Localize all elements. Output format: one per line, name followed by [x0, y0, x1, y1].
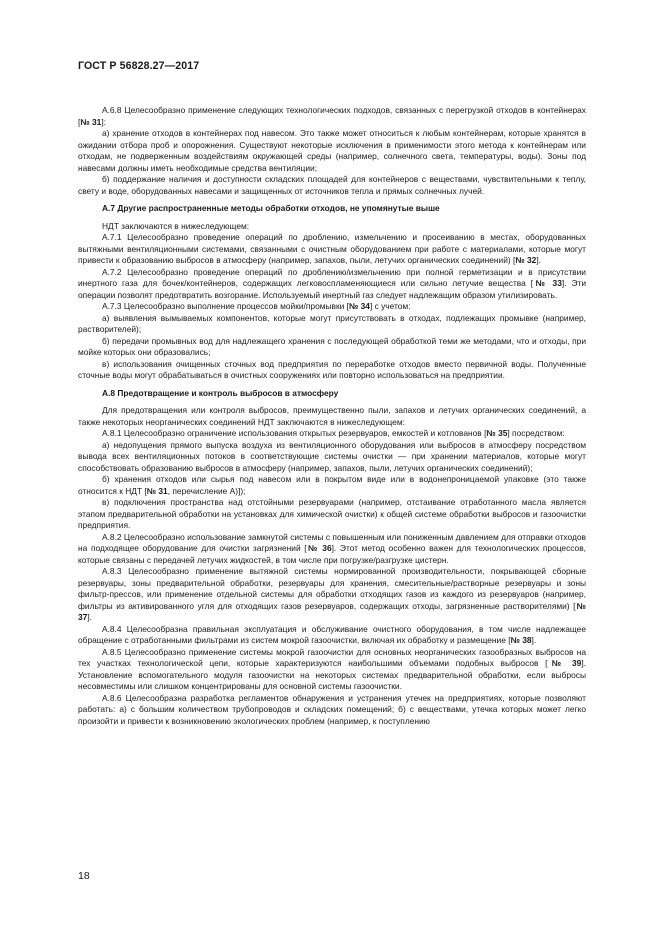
- section-heading: А.7 Другие распространенные методы обработки отходов, не упомянутые выше: [102, 203, 440, 213]
- paragraph: А.8.4 Целесообразна правильная эксплуатация и обслуживание очистного оборудования, в том числе надлежащее обращение с отработанными фильтрами из систем мокрой газоочистки, включая их обработку и размещение [№ 38].: [78, 623, 586, 645]
- paragraph: в) использования очищенных сточных вод предприятия по переработке отходов вместо первичной воды. Полученные сточные воды могут обрабатываться в очистных сооружениях или повторно использоваться на предприятии.: [78, 358, 586, 380]
- paragraph: А.7.3 Целесообразно выполнение процессов мойки/промывки [№ 34] с учетом:: [102, 301, 411, 311]
- paragraph: А.8.3 Целесообразно применение вытяжной системы нормированной производительности, покрывающей сборные резервуары, зоны предварительной обработки, резервуары для хранения, смесительные/растворные резервуары и зоны фильтр-прессов, или применение отдельной системы для обработки отходящих газов из каждого из резервуаров (например, фильтры из активированного угля для отходящих газов резервуаров, содержащих отходы, загрязненные растворителями) [№ 37].: [78, 566, 586, 622]
- paragraph: а) хранение отходов в контейнерах под навесом. Это также может относиться к любым контейнерам, которые хранятся в ожидании отбора проб и опорожнения. Существуют некоторые исключения в применимости этого метода к контейнерам или отходам, не подверженным воздействиям окружающей среды (например, солнечного света, температуры, воды). Зоны под навесами должны иметь необходимые средства вентиляции;: [78, 128, 586, 173]
- paragraph: б) поддержание наличия и доступности складских площадей для контейнеров с веществами, чувствительными к теплу, свету и воде, оборудованных навесами и защищенных от источников тепла и прямых солнечных лучей.: [78, 174, 586, 196]
- paragraph: б) хранения отходов или сырья под навесом или в покрытом виде или в водонепроницаемой упаковке (это также относится к НДТ [№ 31, перечисление А)]);: [78, 474, 586, 496]
- document-body: [78, 105, 586, 727]
- paragraph: а) выявления вымываемых компонентов, которые могут присутствовать в отходах, подлежащих промывке (например, растворителей);: [78, 312, 586, 334]
- paragraph: А.8.6 Целесообразна разработка регламентов обнаружения и устранения утечек на предприятиях, которые позволяют работать: а) с большим количеством трубопроводов и складских помещений; б) с веществами, утечка которых может легко произойти и привести к возникновению экологических проблем (например, к поступлению: [78, 692, 586, 726]
- paragraph: А.7.1 Целесообразно проведение операций по дроблению, измельчению и просеиванию в местах, оборудованных вытяжными вентиляционными системами, связанными с очистным оборудованием при работе с материалами, которые могут привести к образованию выбросов в атмосферу (например, запахов, пыли, летучих органических соединений) [№ 32].: [78, 232, 586, 265]
- paragraph: А.8.2 Целесообразно использование замкнутой системы с повышенным или пониженным давлением для отправки отходов на подходящее оборудование для очистки загрязнений [№ 36]. Этот метод особенно важен для технологических процессов, которые связаны с передачей летучих жидкостей, в том числе при погрузке/разгрузке цистерн.: [78, 531, 586, 565]
- paragraph: Для предотвращения или контроля выбросов, преимущественно пыли, запахов и летучих органических соединений, а также некоторых неорганических соединений НДТ заключаются в нижеследующем:: [78, 405, 586, 427]
- paragraph: А.8.5 Целесообразно применение системы мокрой газоочистки для основных неорганических газообразных выбросов на тех участках технологической цепи, которые характеризуются наибольшими объемами подобных выбросов [№ 39]. Установление вспомогательного модуля газоочистки на некоторых системах предварительной обработки, если выбросы несовместимы или слишком концентрированы для основной системы газоочистки.: [78, 646, 586, 691]
- page-number: 18: [78, 870, 90, 882]
- document-header: ГОСТ Р 56828.27—2017: [78, 60, 200, 72]
- paragraph: А.6.8 Целесообразно применение следующих технологических подходов, связанных с перегрузкой отходов в контейнерах [№ 31]:: [78, 105, 586, 127]
- section-heading: А.8 Предотвращение и контроль выбросов в атмосферу: [102, 387, 339, 398]
- paragraph: а) недопущения прямого выпуска воздуха из вентиляционного оборудования или выбросов в атмосферу посредством вывода всех вентиляционных потоков в соответствующие системы очистки — при хранении материалов, которые могут способствовать образованию выбросов в атмосферу (например, запахов, пыли, летучих органических соединений);: [78, 439, 586, 473]
- paragraph: б) передачи промывных вод для надлежащего хранения с последующей обработкой теми же методами, что и отходы, при мойке которых они образовались;: [78, 335, 586, 357]
- paragraph: А.8.1 Целесообразно ограничение использования открытых резервуаров, емкостей и котлованов [№ 35] посредством:: [102, 428, 565, 438]
- paragraph: НДТ заключаются в нижеследующем:: [102, 220, 250, 231]
- paragraph: в) подключения пространства над отстойными резервуарами (например, отстаивание отработанного масла является этапом предварительной обработки на установках для химической очистки) к общей системе обработки выбросов и газоочистки предприятия.: [78, 497, 586, 530]
- paragraph: А.7.2 Целесообразно проведение операций по дроблению/измельчению при полной герметизации и в присутствии инертного газа для бочек/контейнеров, содержащих легковоспламеняющиеся или сильно летучие вещества [№ 33]. Эти операции позволят предотвратить возгорание. Используемый инертный газ следует надлежащим образом утилизировать.: [78, 266, 587, 300]
